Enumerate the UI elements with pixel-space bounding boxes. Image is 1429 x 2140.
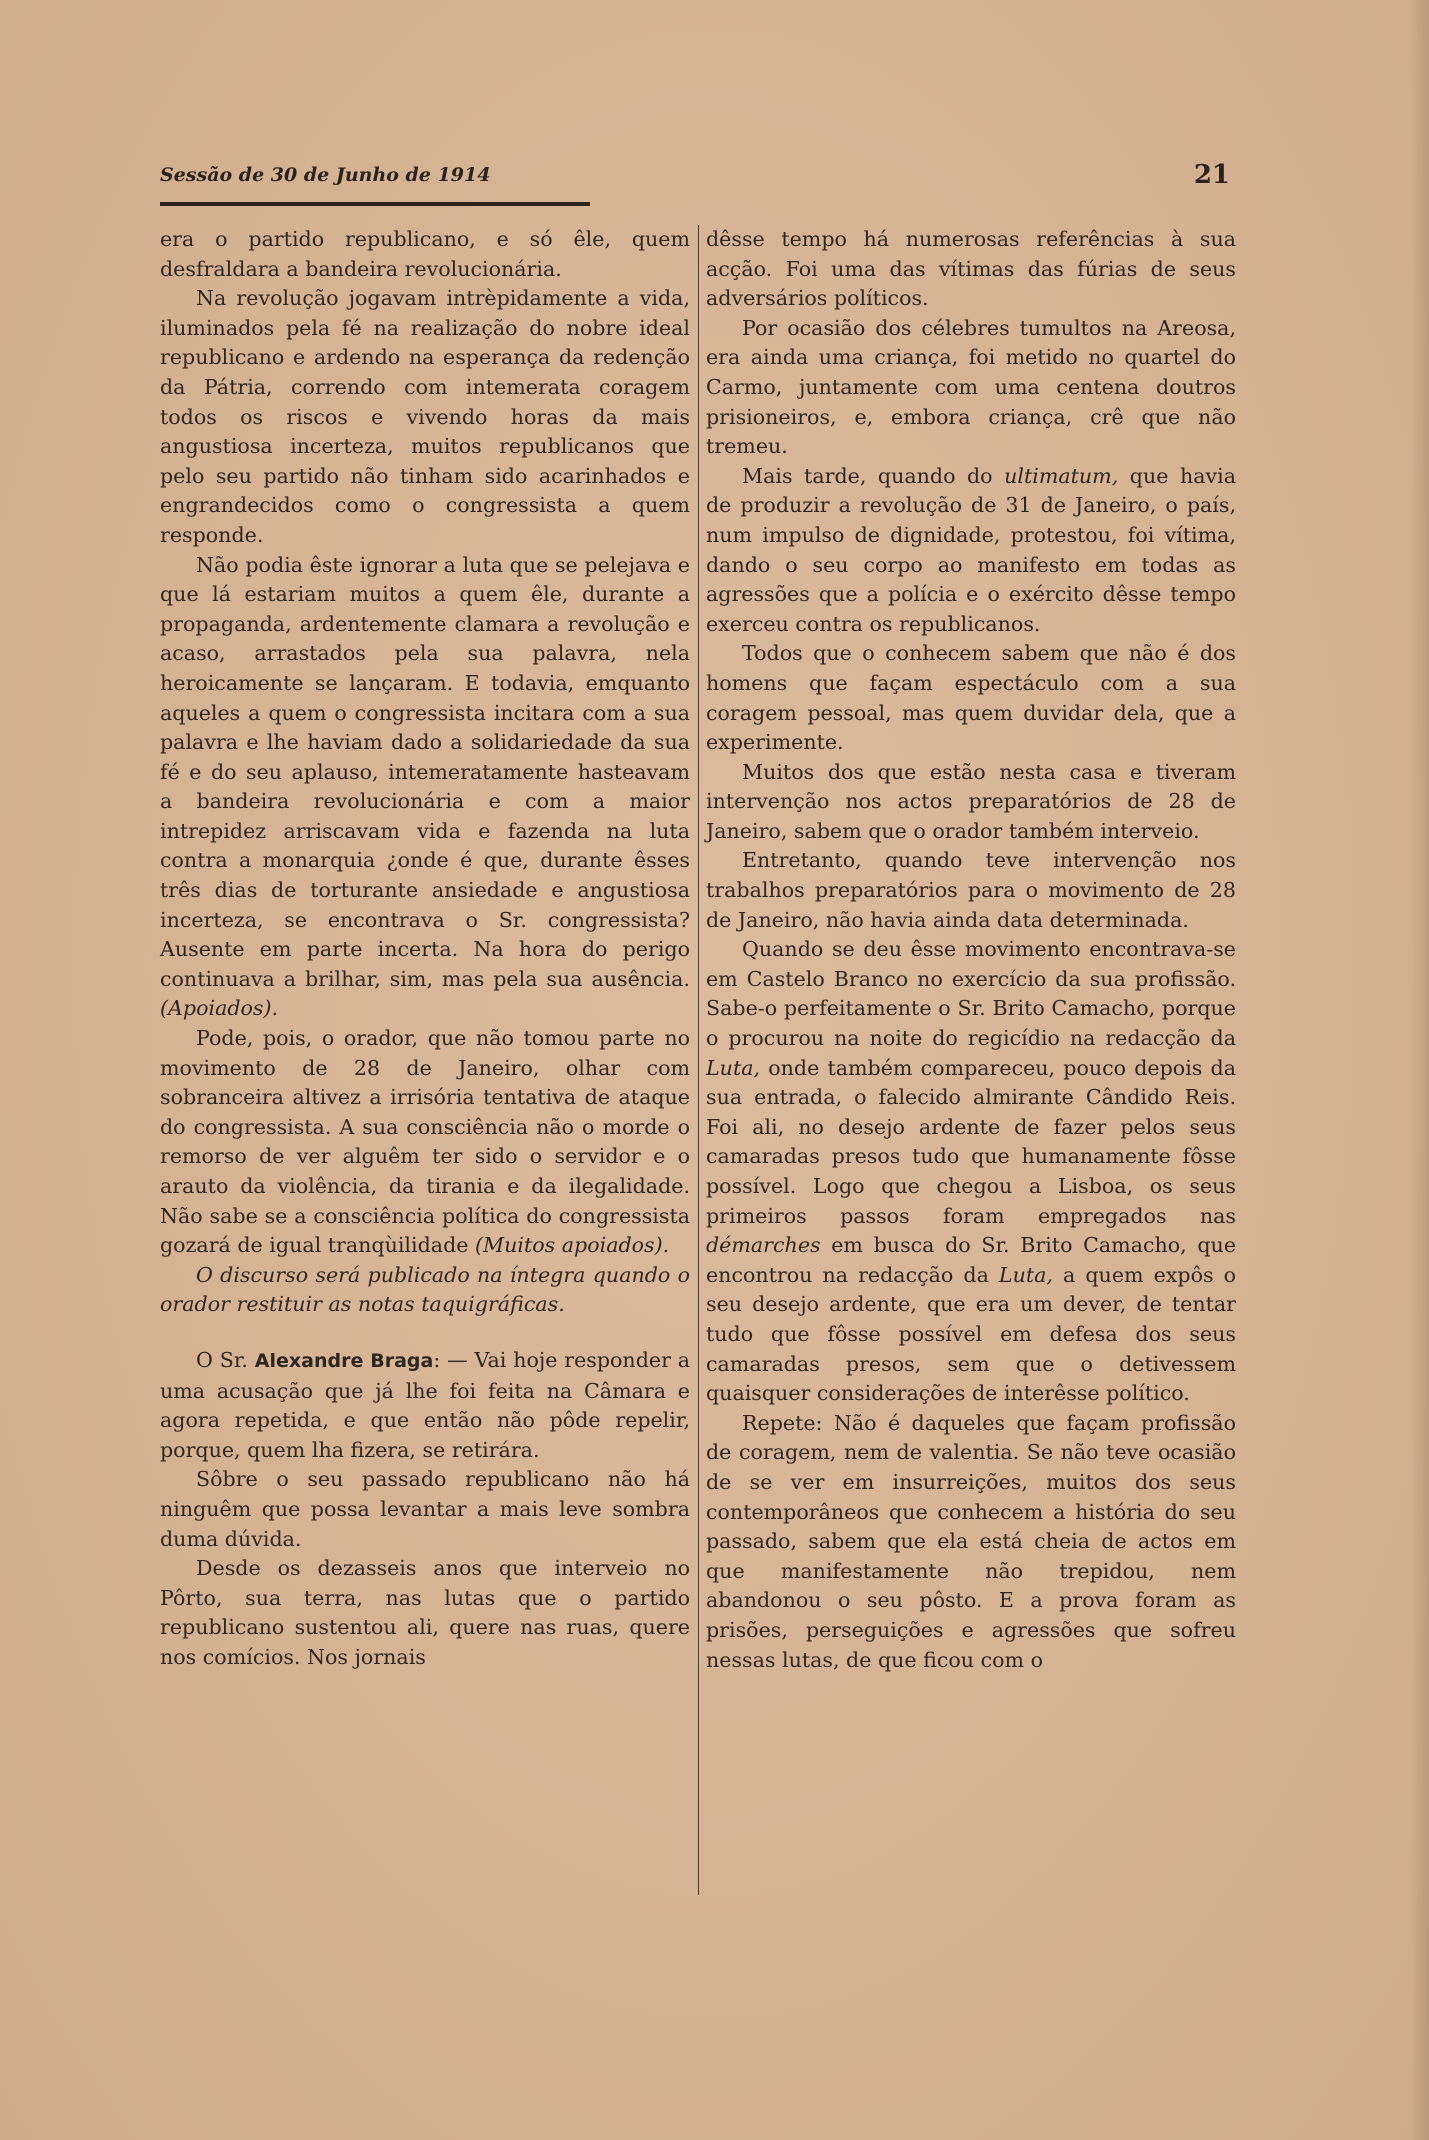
- paragraph: Por ocasião dos célebres tumultos na Areosa, era ainda uma criança, foi metido no quartel do Carmo, juntamente com uma centena doutros prisioneiros, e, embora criança, crê que não tremeu.: [706, 315, 1236, 459]
- paragraph-text: Quando se deu êsse movimento encontrava-se em Castelo Branco no exercício da sua profissão. Sabe-o perfeitamente o Sr. Brito Camacho, porque o procurou na noite do regicídio na redacção da: [706, 937, 1236, 1051]
- paragraph-text: em busca do Sr. Brito Camacho, que encontrou na redacção da: [706, 1233, 1237, 1287]
- italic-term: démarches: [706, 1233, 821, 1258]
- paragraph: Repete: Não é daqueles que façam profissão de coragem, nem de valentia. Se não teve ocasião de se ver em insurreições, muitos dos seus contemporâneos que conhecem a história do seu passado, sabem que ela está cheia de actos em que manifestamente não trepidou, nem abandonou o seu pôsto. E a prova foram as prisões, perseguições e agressões que sofreu nessas lutas, de que ficou com o: [706, 1410, 1236, 1672]
- right-column: [706, 225, 1236, 1675]
- interjection: (Muitos apoiados).: [474, 1233, 670, 1258]
- paragraph-text: Pode, pois, o orador, que não tomou parte no movimento de 28 de Janeiro, olhar com sobranceira altivez a irrisória tentativa de ataque do congressista. A sua consciência não o morde o remorso de ver alguêm ter sido o servidor e o arauto da violência, da tirania e da ilegalidade. Não sabe se a consciência política do congressista gozará de igual tranqùilidade: [160, 1026, 690, 1258]
- paragraph: [706, 462, 1236, 640]
- text-columns: [160, 225, 1236, 1905]
- paragraph: Na revolução jogavam intrèpidamente a vida, iluminados pela fé na realização do nobre ideal republicano e ardendo na esperança da redenção da Pátria, correndo com intemerata coragem todos os riscos e vivendo horas da mais angustiosa incerteza, muitos republicanos que pelo seu partido não tinham sido acarinhados e engrandecidos como o congressista a quem responde.: [160, 286, 690, 547]
- paragraph: [160, 1346, 690, 1465]
- paragraph: Todos que o conhecem sabem que não é dos homens que façam espectáculo com a sua coragem pessoal, mas quem duvidar dela, que a experimente.: [706, 641, 1236, 755]
- italic-term: ultimatum,: [1004, 463, 1119, 488]
- interjection: (Apoiados).: [160, 996, 279, 1021]
- paragraph-text: Mais tarde, quando do: [742, 463, 993, 488]
- paragraph-text: O Sr.: [196, 1347, 248, 1372]
- italic-term: Luta,: [998, 1262, 1053, 1287]
- paragraph: Entretanto, quando teve intervenção nos trabalhos preparatórios para o movimento de 28 de Janeiro, não havia ainda data determinada.: [706, 848, 1236, 932]
- paragraph: era o partido republicano, e só êle, quem desfraldara a bandeira revolucionária.: [160, 227, 690, 281]
- paragraph: dêsse tempo há numerosas referências à sua acção. Foi uma das vítimas das fúrias de seus adversários políticos.: [706, 227, 1236, 311]
- paragraph-text: Não podia êste ignorar a luta que se pelejava e que lá estariam muitos a quem êle, durante a propaganda, ardentemente clamara a revolução e acaso, arrastados pela sua palavra, nela heroicamente se lançaram. E todavia, emquanto aqueles a quem o congressista incitara com a sua palavra e lhe haviam dado a solidariedade da sua fé e do seu aplauso, intemeratamente hasteavam a bandeira revolucionária e com a maior intrepidez arriscavam vida e fazenda na luta contra a monarquia ¿onde é que, durante êsses três dias de torturante ansiedade e angustiosa incerteza, se encontrava o Sr. congressista? Ausente em parte incerta. Na hora do perigo continuava a brilhar, sim, mas pela sua ausência.: [160, 552, 690, 991]
- page-number: 21: [1193, 160, 1230, 190]
- speaker-name: Alexandre Braga: [254, 1349, 434, 1372]
- paragraph: [160, 551, 690, 1025]
- paragraph: Sôbre o seu passado republicano não há ninguêm que possa levantar a mais leve sombra duma dúvida.: [160, 1467, 690, 1551]
- page-edge-shadow: [1411, 0, 1429, 2140]
- paragraph-text: a quem expôs o seu desejo ardente, que era um dever, de tentar tudo que fôsse possível em defesa dos seus camaradas presos, sem que o detivessem quaisquer considerações de interêsse político.: [706, 1262, 1236, 1406]
- session-title: Sessão de 30 de Junho de 1914: [160, 164, 491, 186]
- paragraph-text: que havia de produzir a revolução de 31 de Janeiro, o país, num impulso de dignidade, protestou, foi vítima, dando o seu corpo ao manifesto em todas as agressões que a polícia e o exército dêsse tempo exerceu contra os republicanos.: [706, 463, 1236, 636]
- header-rule: [160, 202, 590, 206]
- paragraph-text: : — Vai hoje responder a uma acusação que já lhe foi feita na Câmara e agora repetida, e que então não pôde repelir, porque, quem lha fizera, se retirára.: [160, 1347, 691, 1462]
- page-header: [160, 160, 1230, 200]
- paragraph: Desde os dezasseis anos que interveio no Pôrto, sua terra, nas lutas que o partido republicano sustentou ali, quere nas ruas, quere nos comícios. Nos jornais: [160, 1556, 690, 1669]
- column-divider: [698, 225, 699, 1895]
- italic-term: Luta,: [706, 1055, 761, 1080]
- editorial-note: O discurso será publicado na íntegra quando o orador restituir as notas taquigráficas.: [160, 1262, 690, 1317]
- paragraph: [160, 1024, 690, 1261]
- left-column: [160, 225, 690, 1673]
- paragraph: [706, 935, 1236, 1409]
- paragraph-text: onde também compareceu, pouco depois da sua entrada, o falecido almirante Cândido Reis. Foi ali, no desejo ardente de fazer pelos seus camaradas presos tudo que humanamente fôsse possível. Logo que chegou a Lisboa, os seus primeiros passos foram empregados nas: [706, 1055, 1236, 1228]
- paragraph: Muitos dos que estão nesta casa e tiveram intervenção nos actos preparatórios de 28 de Janeiro, sabem que o orador também interveio.: [706, 759, 1236, 843]
